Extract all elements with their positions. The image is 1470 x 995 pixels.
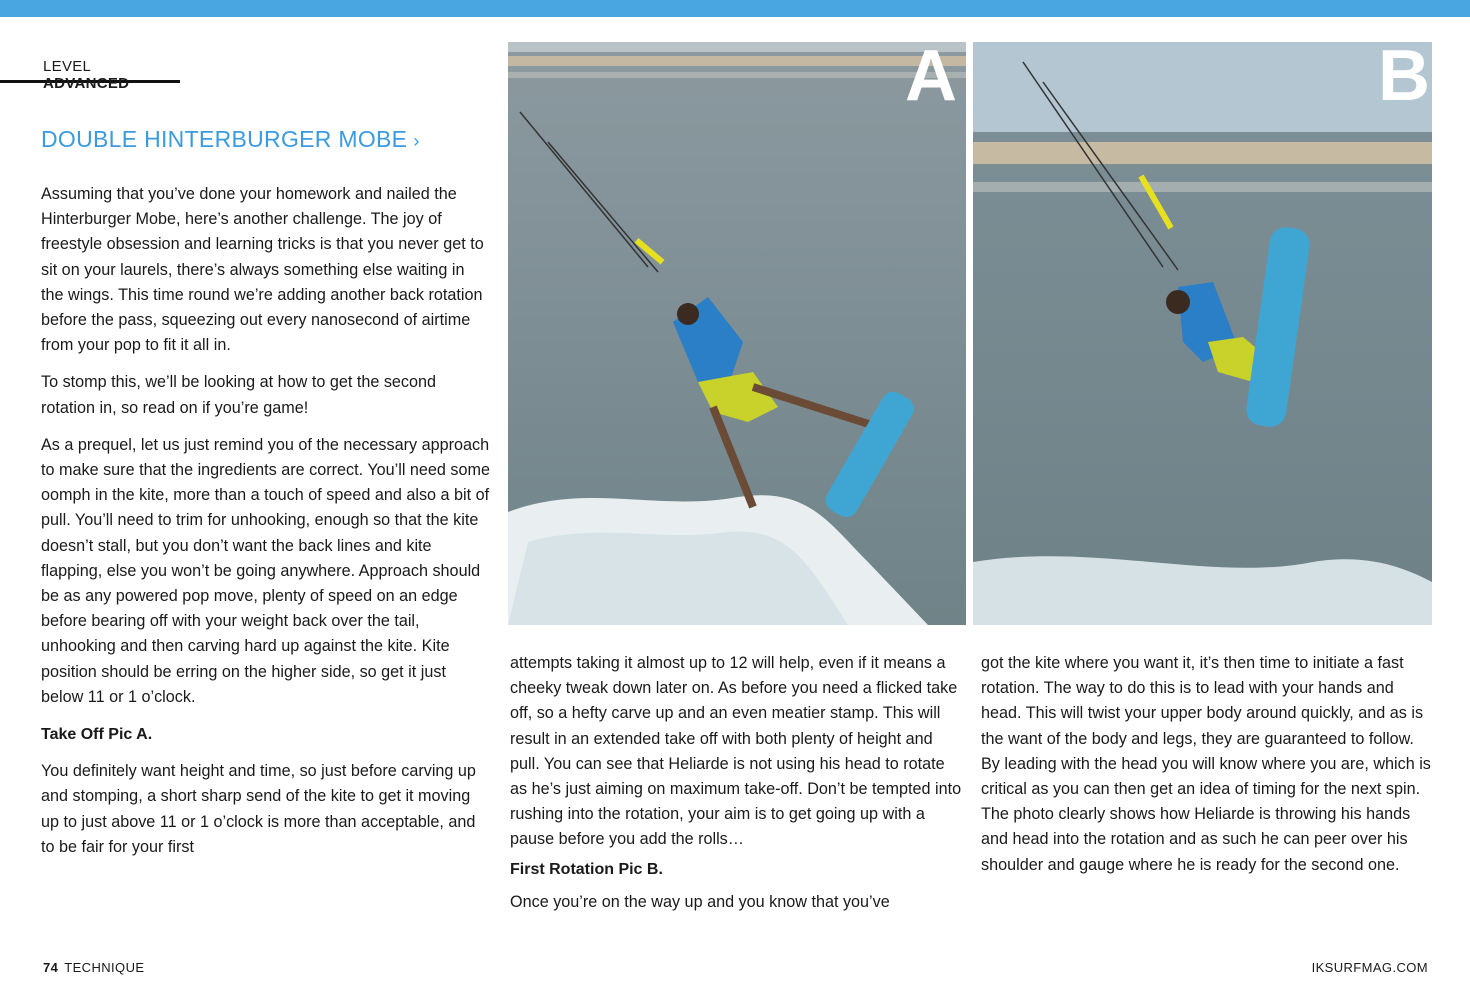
top-color-bar	[0, 0, 1470, 17]
article-title-text: DOUBLE HINTERBURGER MOBE	[41, 126, 408, 152]
level-indicator	[0, 58, 180, 92]
paragraph: Assuming that you’ve done your homework and nailed the Hinterburger Mobe, here’s another challenge. The joy of freestyle obsession and learning tricks is that you never get to sit on your laurels, there’s always something else waiting in the wings. This time round we’re adding another back rotation before the pass, squeezing out every nanosecond of airtime from your pop to fit it all in.	[41, 185, 484, 355]
paragraph: attempts taking it almost up to 12 will help, even if it means a cheeky tweak down later on. As before you need a flicked take off, so a hefty carve up and an even meatier stamp. This will result in an extended take off with both plenty of height and pull. You can see that Heliarde is not using his head to rotate as he’s just aiming on maximum take-off. Don’t be tempted into rushing into the rotation, your aim is to get going up with a pause before you add the rolls…	[510, 654, 962, 849]
photo-a	[508, 36, 966, 625]
photo-a-label: A	[905, 36, 957, 116]
article-title	[41, 126, 420, 153]
paragraph: As a prequel, let us just remind you of the necessary approach to make sure that the ingredients are correct. You’ll need some oomph in the kite, more than a touch of speed and also a bit of pull. You’ll need to trim for unhooking, enough so that the kite doesn’t stall, but you don’t want the back lines and kite flapping, else you won’t be going anywhere. Approach should be as any powered pop move, plenty of speed on an edge before bearing off with your weight back over the tail, unhooking and then carving hard up against the kite. Kite position should be erring on the higher side, so get it just below 11 or 1 o’clock.	[41, 435, 491, 706]
text-column-3	[981, 651, 1436, 890]
footer-site: IKSURFMAG.COM	[1311, 960, 1428, 975]
level-prefix: LEVEL	[43, 58, 91, 75]
page-number: 74	[43, 960, 59, 975]
paragraph: You definitely want height and time, so just before carving up and stomping, a short sharp send of the kite to get it moving up to just above 11 or 1 o’clock is more than acceptable, and to be fair for your first	[41, 762, 476, 856]
photo-b-label: B	[1378, 36, 1430, 116]
level-value: ADVANCED	[43, 75, 130, 92]
chevron-right-icon: ›	[413, 131, 420, 151]
text-column-1	[41, 182, 491, 872]
text-column-2	[510, 651, 965, 927]
section-heading-first-rotation: First Rotation Pic B.	[510, 860, 663, 878]
paragraph: got the kite where you want it, it’s then time to initiate a fast rotation. The way to do this is to lead with your hands and head. This will twist your upper body around quickly, and as is the want of the body and legs, they are guaranteed to follow. By leading with the head you will know where you are, which is critical as you can then get an idea of timing for the next spin. The photo clearly shows how Heliarde is throwing his hands and head into the rotation and as such he can peer over his shoulder and gauge where he is ready for the second one.	[981, 654, 1431, 874]
photo-b	[973, 36, 1432, 625]
paragraph: To stomp this, we’ll be looking at how to get the second rotation in, so read on if you’re game!	[41, 373, 437, 417]
section-name: TECHNIQUE	[64, 960, 145, 975]
paragraph: Once you’re on the way up and you know that you’ve	[510, 892, 890, 911]
footer-left	[43, 960, 144, 975]
section-heading-take-off: Take Off Pic A.	[41, 726, 153, 744]
